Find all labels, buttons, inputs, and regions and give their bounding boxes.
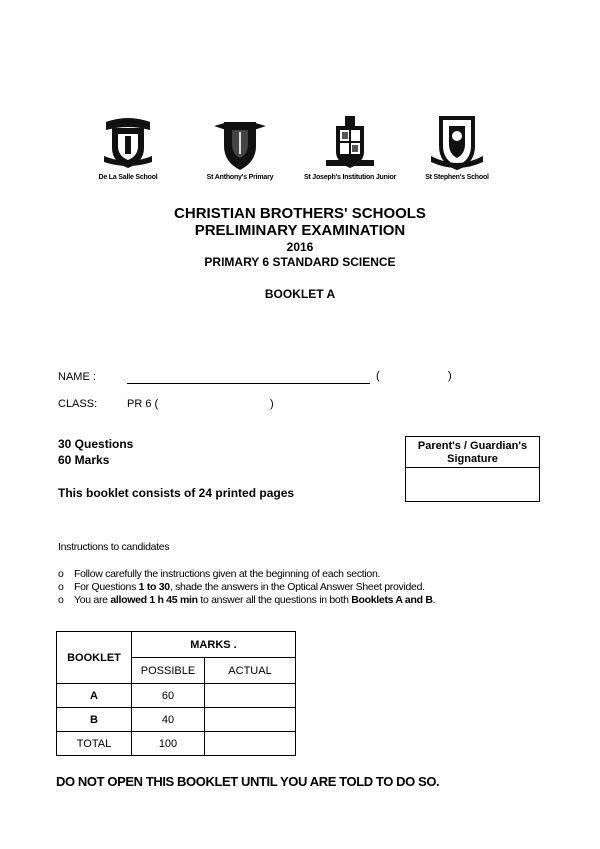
class-label: CLASS: (58, 398, 98, 410)
exam-year: 2016 (286, 240, 314, 254)
row-possible: 60 (132, 684, 205, 708)
row-actual[interactable] (205, 684, 296, 708)
marks-table (56, 631, 296, 756)
signature-header (406, 437, 539, 468)
row-booklet: TOTAL (57, 732, 132, 756)
signature-header-line2: Signature (447, 453, 498, 465)
row-booklet: A (57, 684, 132, 708)
exam-title: PRELIMINARY EXAMINATION (194, 222, 406, 239)
class-value: PR 6 ( (127, 398, 159, 410)
school-name: St Anthony's Primary (206, 174, 274, 181)
marks-header: MARKS . (132, 632, 296, 658)
school-name: De La Salle School (98, 174, 158, 181)
school-crest-sji-junior (290, 112, 410, 181)
actual-header: ACTUAL (205, 658, 296, 684)
name-input-line[interactable] (127, 383, 370, 384)
table-row (57, 732, 296, 756)
sji-junior-crest-icon (320, 112, 380, 172)
school-crest-st-anthonys (180, 112, 300, 181)
instructions-list (58, 568, 435, 607)
parent-signature-box (405, 436, 540, 502)
possible-header: POSSIBLE (132, 658, 205, 684)
instructions-title: Instructions to candidates (58, 541, 170, 553)
instruction-item: o For Questions 1 to 30, shade the answers in the Optical Answer Sheet provided. (58, 581, 425, 593)
st-anthonys-crest-icon (210, 112, 270, 172)
de-la-salle-crest-icon (98, 112, 158, 172)
instruction-item: o Follow carefully the instructions given at the beginning of each section. (58, 568, 381, 580)
row-actual[interactable] (205, 732, 296, 756)
table-row (57, 684, 296, 708)
name-index-open: ( (376, 370, 380, 382)
row-booklet: B (57, 708, 132, 732)
booklet-title: BOOKLET A (264, 287, 336, 301)
bullet-icon: o (58, 594, 64, 606)
school-group-title: CHRISTIAN BROTHERS' SCHOOLS (174, 205, 426, 222)
class-close: ) (270, 398, 274, 410)
school-name: St Joseph's Institution Junior (303, 174, 397, 181)
school-name: St Stephen's School (425, 174, 489, 181)
subject-title: PRIMARY 6 STANDARD SCIENCE (204, 255, 396, 269)
question-count: 30 Questions (58, 437, 134, 451)
row-possible: 40 (132, 708, 205, 732)
table-row (57, 708, 296, 732)
booklet-header: BOOKLET (57, 632, 132, 684)
school-crest-de-la-salle (68, 112, 188, 181)
bullet-icon: o (58, 581, 64, 593)
school-crest-st-stephens (397, 112, 517, 181)
page-count: This booklet consists of 24 printed pages (58, 486, 295, 500)
signature-header-line1: Parent's / Guardian's (417, 440, 528, 452)
st-stephens-crest-icon (427, 112, 487, 172)
signature-field[interactable] (406, 468, 539, 500)
row-actual[interactable] (205, 708, 296, 732)
name-index-close: ) (448, 370, 452, 382)
total-marks: 60 Marks (58, 453, 110, 467)
name-label: NAME : (58, 371, 96, 383)
instruction-item: o You are allowed 1 h 45 min to answer all the questions in both Booklets A and B. (58, 594, 436, 606)
row-possible: 100 (132, 732, 205, 756)
do-not-open-warning: DO NOT OPEN THIS BOOKLET UNTIL YOU ARE TOLD TO DO SO. (56, 774, 440, 789)
bullet-icon: o (58, 568, 64, 580)
